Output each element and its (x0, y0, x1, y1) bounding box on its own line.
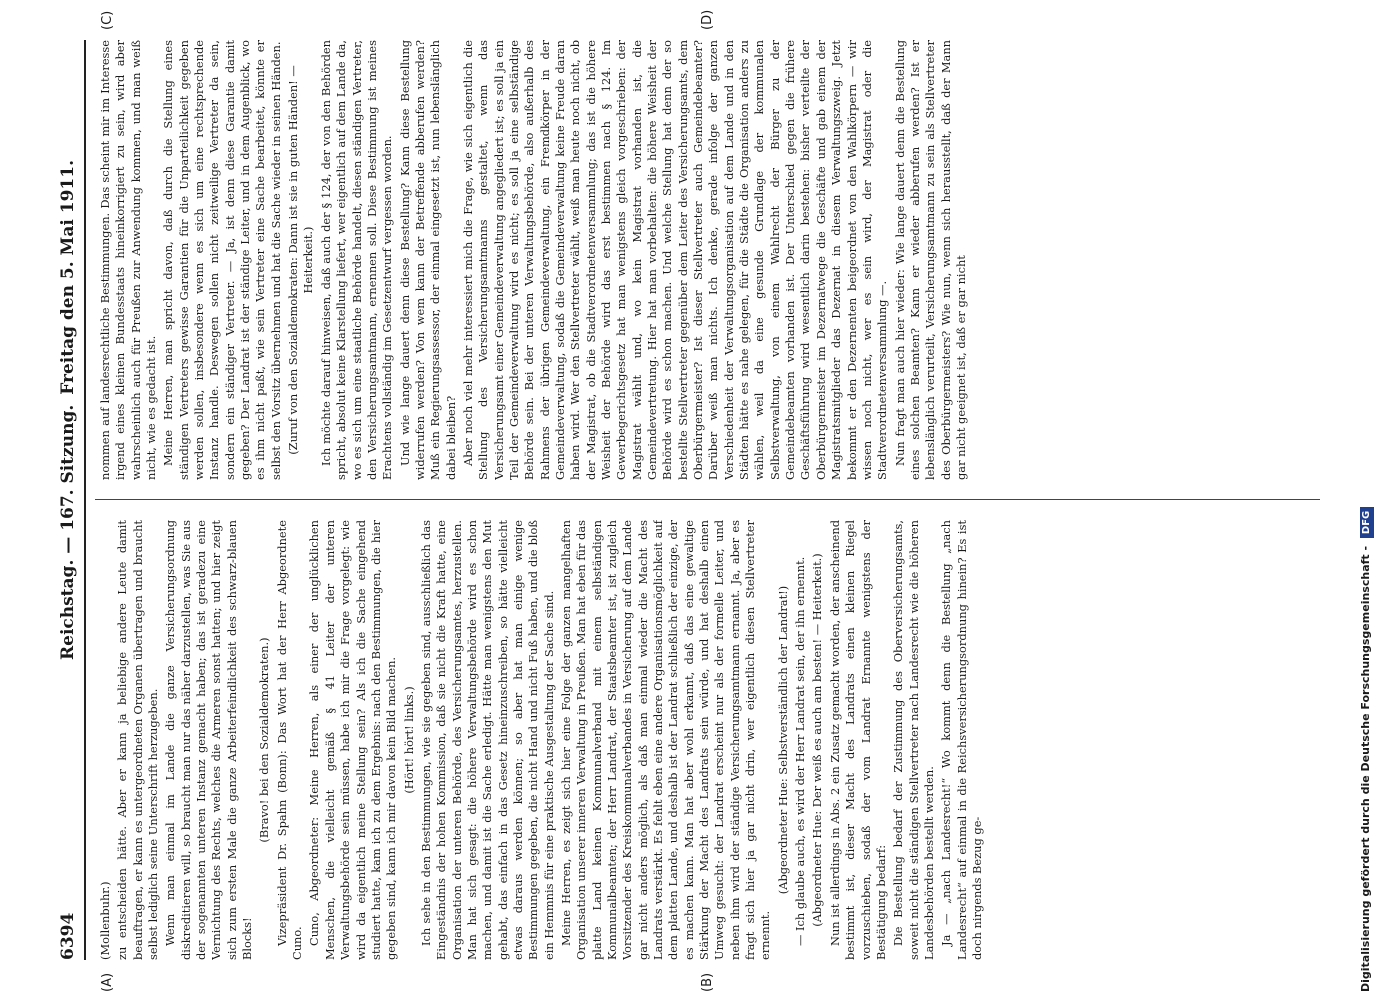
paragraph: zu entscheiden hätte. Aber er kann ja beliebige andere Leute damit beauftragen, er kann es untergeordneten Organen übertragen und braucht selbst lediglich seine Unterschrift herzugeben. (115, 520, 161, 960)
paragraph: Meine Herren, es zeigt sich hier eine Folge der ganzen mangelhaften Organisation unserer inneren Verwaltung in Preußen. Man hat eben für das platte Land keinen Kommunalverband mit einem selbständigen Kommunalbeamten; der Herr Landrat, der Staatsbeamter ist, ist zugleich Vorsitzender des Kreiskommunalverbandes in Versicherung auf dem Lande gar nicht anders möglich, als daß man einmal wieder die Macht des Landrats verstärkt. Es fehlt eben eine andere Organisationsmöglichkeit auf dem platten Lande, und deshalb ist der Landrat schließlich der einzige, der es machen kann. Man hat aber wohl erkannt, daß das eine gewaltige Stärkung der Macht des Landrats sein würde, und hat deshalb einen Umweg gesucht: der Landrat erscheint nur als der formelle Leiter, und neben ihm wird der ständige Versicherungsamtmann ernannt. Ja, aber es fragt sich hier ja gar nicht drin, wer eigentlich diesen Stellvertreter ernennt. (558, 520, 773, 960)
paragraph: — Ich glaube auch, es wird der Herr Landrat sein, der ihn ernennt. (793, 556, 808, 946)
paragraph: Cuno, Abgeordneter: Meine Herren, als einer der unglücklichen Menschen, die vielleicht gemäß § 41 Leiter der unteren Verwaltungsbehörde sein müssen, habe ich mir die Frage vorgelegt: wie wird da eigentlich meine Stellung sein? Als ich die Sache eingehend studiert hatte, kam ich zu dem Ergebnis: nach den Bestimmungen, die hier gegeben sind, kann ich mir davon kein Bild machen. (307, 520, 399, 960)
interjection: (Zuruf von den Sozialdemokraten: Dann ist sie in guten Händen! — Heiterkeit.) (286, 65, 316, 455)
margin-mark-d: (D) (700, 9, 715, 30)
paragraph: Ja — „nach Landesrecht!“ Wo kommt denn die Bestellung „nach Landesrecht“ auf einmal in die Reichsversicherungsordnung hinein? Es ist doch nirgends Bezug ge- (939, 520, 984, 960)
quotation: Die Bestellung bedarf der Zustimmung des Oberversicherungsamts, soweit nicht die ständigen Stellvertreter nach Landesrecht wie die höheren Landesbehörden bestellt werden. (891, 520, 936, 960)
paragraph: Ich sehe in den Bestimmungen, wie sie gegeben sind, ausschließlich das Eingeständnis der hohen Kommission, daß sie nicht die Kraft hatte, eine Organisation der unteren Behörde, des Versicherungsamtes, herzustellen. Man hat sich gesagt: die höhere Verwaltungsbehörde wird es schon machen, und damit ist die Sache erledigt. Hätte man wenigstens den Mut gehabt, das einfach in das Gesetz hineinzuschreiben, so hätte vielleicht etwas daraus werden können; so aber hat man einige wenige Bestimmungen gegeben, die nicht Hand und nicht Fuß haben, und die bloß ein Hemmnis für eine praktische Ausgestaltung der Sache sind. (418, 520, 556, 960)
paragraph: Nun fragt man auch hier wieder: Wie lange dauert denn die Bestellung eines solchen Beamten? Kann er wieder abberufen werden? Ist er lebenslänglich verurteilt, Versicherungsamtmann zu sein als Stellvertreter des Oberbürgermeisters? Wie nun, wenn sich herausstellt, daß der Mann gar nicht geeignet ist, daß er gar nicht (892, 40, 968, 480)
digitization-credit (1353, 8, 1377, 992)
margin-mark-b: (B) (700, 972, 715, 992)
dfg-logo: DFG (1360, 507, 1374, 538)
interjection: (Hört! hört! links.) (401, 686, 416, 794)
column-divider (95, 499, 1320, 500)
paragraph: Ich möchte darauf hinweisen, daß auch der § 124, der von den Behörden spricht, absolut keine Klarstellung liefert, wer eigentlich auf dem Lande da, wo es sich um eine staatliche Behörde handelt, diesen ständigen Vertreter, den Versicherungsamtmann, ernennen soll. Diese Bestimmung ist meines Erachtens vollständig im Gesetzentwurf vergessen worden. (318, 40, 395, 480)
margin-mark-a: (A) (100, 972, 115, 992)
interjection: (Bravo! bei den Sozialdemokraten.) (257, 637, 272, 843)
credit-text-line (1355, 8, 1377, 992)
interjection: (Abgeordneter Hue: Der weiß es auch am besten! — Heiterkeit.) (810, 553, 825, 927)
paragraph: Meine Herren, man spricht davon, daß durch die Stellung eines ständigen Vertreters gewisse Garantien für die Unparteilichkeit gegeben werden sollen, insbesondere wenn es sich um eine rechtsprechende Instanz handle. Deswegen sollen nicht zeitweilige Vertreter da sein, sondern ein ständiger Vertreter. — Ja, ist denn diese Garantie damit gegeben? Der Landrat ist der ständige Leiter, und in dem Augenblick, wo es ihm nicht paßt, wie sein Vertreter eine Sache bearbeitet, könnte er selbst den Vorsitz übernehmen und hat die Sache wieder in seinen Händen. (161, 40, 283, 480)
interjection: (Abgeordneter Hue: Selbstverständlich der Landrat!) (775, 585, 790, 895)
paragraph: Aber noch viel mehr interessiert mich die Frage, wie sich eigentlich die Stellung des Versicherungsamtmanns gestaltet, wenn das Versicherungsamt einer Gemeindeverwaltung angegliedert ist; es soll ja ein Teil der Gemeindeverwaltung wird es nicht; es soll ja eine selbständige Behörde sein. Bei der unteren Verwaltungsbehörde, also außerhalb des Rahmens der übrigen Gemeindeverwaltung, ein Fremdkörper in der Gemeindeverwaltung, sodaß die Gemeindeverwaltung keine Freude daran haben wird. Wer den Stellvertreter wählt, weiß man heute noch nicht, ob der Magistrat, ob die Stadtverordnetenversammlung; das ist die höhere Weisheit der Behörde wird das erst bestimmen nach § 124. Im Gewerbegerichtsgesetz hat man wenigstens gleich vorgeschrieben: der Magistrat wählt und, wo kein Magistrat vorhanden ist, die Gemeindevertretung. Hier hat man vorbehalten: die höhere Weisheit der Behörde wird es schon machen. Und welche Stellung hat denn der so bestellte Stellvertreter gegenüber dem Leiter des Versicherungsamts, dem Oberbürgermeister? Ist dieser Stellvertreter auch Gemeindebeamter? Darüber weiß man nichts. Ich denke, gerade infolge der ganzen Verschiedenheit der Verwaltungsorganisation auf dem Lande und in den Städten hätte es nahe gelegen, für die Städte die Organisation anders zu wählen, weil da eine gesunde Grundlage der kommunalen Selbstverwaltung, von einem Wahlrecht der Bürger zu der Gemeindebeamten vorhanden ist. Der Unterschied gegen die frühere Geschäftsführung wird wesentlich darin bestehen: bisher verteilte der Oberbürgermeister im Dezernatwege die Geschäfte und gab einem der Magistratsmitglieder das Dezernat in diesem Verwaltungszweig. Jetzt bekommt er den Dezernenten beigeordnet von den Wahlkörpern — wir wissen noch nicht, wer es sein wird, der Magistrat oder die Stadtverordnetenversammlung —. (460, 40, 890, 480)
left-text-column (98, 520, 1318, 960)
paragraph: Nun ist allerdings in Abs. 2 ein Zusatz gemacht worden, der anscheinend bestimmt ist, dieser Macht des Landrats einen kleinen Riegel vorzuschieben, sodaß der vom Landrat Ernannte wenigstens der Bestätigung bedarf: (827, 520, 888, 960)
right-text-column (98, 40, 1318, 480)
running-head-date: Freitag den 5. Mai 1911. (58, 160, 78, 395)
paragraph: nommen auf landesrechtliche Bestimmungen. Das scheint mir im Interesse irgend eines kleinen Bundesstaats hineinkorrigiert zu sein, wird aber wahrscheinlich auch für Preußen zur Anwendung kommen, und man weiß nicht, wie es gedacht ist. (98, 40, 159, 480)
paragraph: Vizepräsident Dr. Spahn (Bonn): Das Wort hat der Herr Abgeordnete Cuno. (274, 520, 305, 960)
running-head-title: Reichstag. — 167. Sitzung. (58, 404, 78, 660)
running-head (58, 40, 86, 960)
page-number: 6394 (58, 912, 78, 960)
paragraph: Wenn man einmal im Lande die ganze Versicherungsordnung diskreditieren will, so braucht man nur das näher darzustellen, was Sie aus der sogenannten unteren Instanz gemacht haben; das ist geradezu eine Vernichtung des Rechts, welches die Armeren sonst hatten; und hier zeigt sich zum ersten Male die ganze Arbeiterfeindlichkeit des schwarz-blauen Blocks! (163, 520, 255, 960)
paragraph: (Mollenbuhr.) (98, 881, 112, 960)
margin-mark-c: (C) (100, 10, 115, 30)
credit-text: Digitalisierung gefördert durch die Deutsche Forschungsgemeinschaft - (1359, 545, 1372, 992)
paragraph: Und wie lange dauert denn diese Bestellung? Kann diese Bestellung widerrufen werden? Von wem kann der Betreffende abberufen werden? Muß ein Regierungsassessor, der einmal eingesetzt ist, nun lebenslänglich dabei bleiben? (397, 40, 458, 480)
